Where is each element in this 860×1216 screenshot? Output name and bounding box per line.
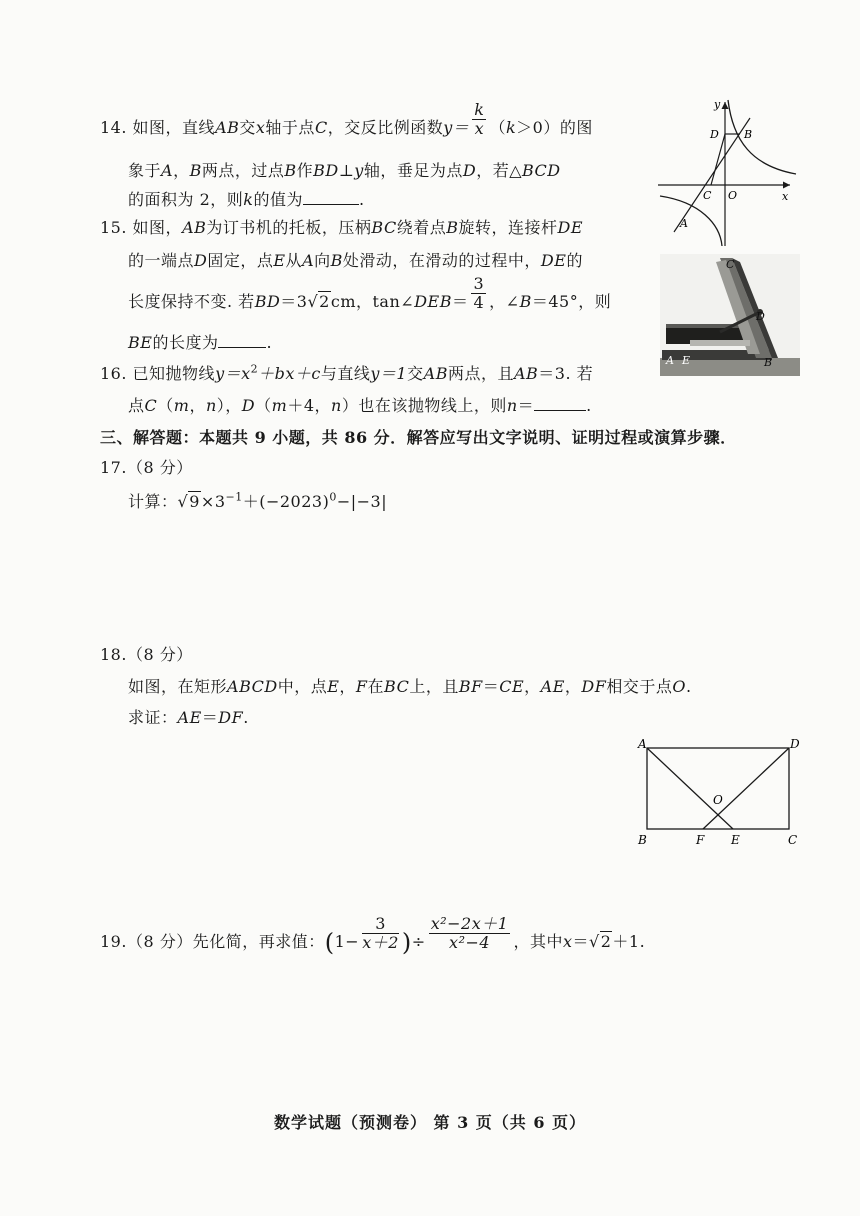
- q17-expression: [128, 492, 387, 512]
- label-a: A: [638, 737, 647, 751]
- q16-text: ）也在该抛物线上，则: [341, 396, 507, 415]
- q14-text: （: [489, 118, 506, 137]
- q15-text: 从: [285, 251, 303, 270]
- q19-text: ，其中: [513, 932, 563, 951]
- q15-text: ＝45°，则: [531, 292, 612, 311]
- label-d: D: [710, 128, 719, 141]
- q16-text: .: [586, 396, 592, 415]
- q14-text: ，若△: [476, 161, 522, 180]
- q14-line2: [128, 161, 561, 181]
- q16-sup: 2: [250, 362, 259, 376]
- q15-text: ＝3: [280, 292, 308, 311]
- answer-blank[interactable]: [303, 190, 359, 205]
- q18-var: AE: [540, 677, 565, 696]
- q14-var: k: [243, 190, 254, 209]
- q18-text: 中，点: [277, 677, 328, 696]
- q19-text: ÷: [411, 932, 426, 951]
- q15-line4: [128, 333, 272, 353]
- q14-var: AB: [215, 118, 240, 137]
- q14-var: k: [505, 118, 517, 137]
- section-3-heading: 三、解答题：本题共 9 小题，共 86 分．解答应写出文字说明、证明过程或演算步骤．: [100, 428, 737, 447]
- q18-var: E: [327, 677, 340, 696]
- q18-var: O: [672, 677, 686, 696]
- q15-text: ＝: [451, 292, 469, 311]
- q15-text: 固定，点: [207, 251, 274, 270]
- q14-var: B: [284, 161, 297, 180]
- q14-var: x: [255, 118, 266, 137]
- q18-var: BC: [384, 677, 410, 696]
- q15-line3: [128, 274, 612, 312]
- label-b: B: [764, 356, 773, 369]
- q14-text: 轴于点: [265, 118, 315, 137]
- q16-text: ，: [189, 396, 206, 415]
- q14-var: y: [354, 161, 364, 180]
- q16-var: AB: [513, 364, 539, 383]
- q15-text: 绕着点: [396, 218, 447, 237]
- q14-text: ⊥: [338, 161, 355, 180]
- q15-var: AB: [182, 218, 207, 237]
- q15-number: 15.: [100, 218, 127, 237]
- q14-frac-den: x: [474, 119, 485, 138]
- sqrt-symbol: √2: [307, 292, 330, 311]
- q19-line: [100, 914, 646, 957]
- q17-text: ×3: [200, 492, 226, 511]
- q18-var: DF: [581, 677, 607, 696]
- label-a: A: [680, 217, 688, 230]
- q15-var: E: [273, 251, 286, 270]
- sqrt-symbol: √2: [589, 932, 612, 951]
- q15-var: B: [446, 218, 459, 237]
- q17-text: −|−3|: [336, 492, 388, 511]
- q15-frac-den: 4: [473, 293, 485, 312]
- q17-text: ＋(−2023): [242, 492, 330, 511]
- q16-var: C: [144, 396, 158, 415]
- q18-var: F: [355, 677, 368, 696]
- q14-var: BCD: [522, 161, 561, 180]
- label-b: B: [638, 833, 647, 847]
- q15-var: D: [194, 251, 208, 270]
- q15-radicand: 2: [319, 292, 330, 311]
- q19-fraction-1: [362, 915, 399, 952]
- q16-var: m: [271, 396, 288, 415]
- q18-text: ，: [339, 677, 356, 696]
- q18-line2: [128, 708, 249, 728]
- q14-text: 轴，垂足为点: [363, 161, 463, 180]
- q16-number: 16.: [100, 364, 127, 383]
- q18-header: 18.（8 分）: [100, 645, 193, 664]
- q14-line1: [100, 100, 593, 138]
- label-d: D: [790, 737, 800, 751]
- label-o: O: [713, 793, 723, 807]
- q15-line1: [100, 218, 583, 238]
- segment-ae: [647, 748, 733, 829]
- q15-line2: [128, 251, 583, 271]
- q15-text: 处滑动，在滑动的过程中，: [342, 251, 541, 270]
- q15-text: 如图，: [132, 218, 183, 237]
- q19-text: ＋1.: [612, 932, 646, 951]
- q16-text: ＝3. 若: [538, 364, 594, 383]
- q18-text: ＝: [201, 708, 219, 727]
- q16-text: 两点，且: [447, 364, 514, 383]
- q18-text: 求证：: [128, 708, 178, 727]
- q16-line1: [100, 364, 593, 384]
- q18-var: CE: [499, 677, 525, 696]
- segment-df: [703, 748, 789, 829]
- q16-var: n: [331, 396, 342, 415]
- q17-sup: −1: [225, 490, 243, 504]
- q14-number: 14.: [100, 118, 127, 137]
- q16-text: （: [255, 396, 272, 415]
- q18-var: DF: [218, 708, 244, 727]
- q15-text: cm，tan∠: [330, 292, 415, 311]
- q16-text: ），: [216, 396, 242, 415]
- q14-text: 作: [296, 161, 314, 180]
- q18-text: 相交于点: [606, 677, 673, 696]
- label-o: O: [728, 189, 738, 202]
- q19-radicand: 2: [600, 932, 612, 951]
- q15-var: A: [302, 251, 315, 270]
- paren-close: ): [401, 928, 412, 957]
- label-c: C: [788, 833, 798, 847]
- q16-var: n: [506, 396, 518, 415]
- q16-line2: [128, 396, 592, 416]
- q18-text: .: [243, 708, 249, 727]
- q17-label: 计算：: [128, 492, 178, 511]
- q19-text: 1−: [334, 932, 360, 951]
- q14-text: 的值为: [253, 190, 303, 209]
- q19-var: x: [562, 932, 573, 951]
- q19-text: ＝: [572, 932, 589, 951]
- q15-text: 的: [566, 251, 583, 270]
- q15-text: ，∠: [489, 292, 520, 311]
- paren-open: (: [324, 928, 335, 957]
- q15-var: BE: [128, 333, 153, 352]
- q15-var: DE: [557, 218, 583, 237]
- q17-radicand: 9: [189, 492, 200, 511]
- label-x: x: [782, 190, 789, 203]
- q19-fraction-2: [429, 915, 511, 952]
- page-footer: 数学试题（预测卷） 第 3 页（共 6 页）: [273, 1113, 587, 1132]
- q18-text: 上，且: [409, 677, 459, 696]
- label-c: C: [726, 258, 735, 271]
- q15-text: 的一端点: [128, 251, 195, 270]
- q16-text: （: [157, 396, 174, 415]
- label-y: y: [714, 98, 721, 111]
- label-e: E: [731, 833, 740, 847]
- hyperbola-branch-lower: [660, 196, 722, 246]
- q15-frac-num: 3: [473, 274, 485, 293]
- q14-text: 如图，直线: [132, 118, 216, 137]
- q14-var: C: [314, 118, 328, 137]
- label-c: C: [703, 189, 712, 202]
- q16-var: y＝1: [370, 364, 408, 383]
- answer-blank[interactable]: [218, 333, 266, 348]
- q17-header: 17.（8 分）: [100, 458, 193, 477]
- q15-text: 长度保持不变. 若: [128, 292, 255, 311]
- q16-var: D: [241, 396, 256, 415]
- q15-var: B: [330, 251, 343, 270]
- q15-var: BC: [371, 218, 397, 237]
- q14-text: ＞0）的图: [516, 118, 593, 137]
- q14-text: 两点，过点: [201, 161, 285, 180]
- q15-text: 旋转，连接杆: [458, 218, 558, 237]
- q14-text: .: [359, 190, 365, 209]
- q18-text: ，: [564, 677, 582, 696]
- q18-var: AE: [177, 708, 202, 727]
- q17-sup: 0: [329, 490, 337, 504]
- q18-var: ABCD: [227, 677, 278, 696]
- label-f: F: [696, 833, 705, 847]
- q19-frac2-num: x²−2x＋1: [430, 914, 509, 933]
- label-e: E: [682, 354, 691, 367]
- q18-line1: [128, 677, 692, 697]
- q15-var: BD: [254, 292, 281, 311]
- q18-rectangle-figure: [630, 736, 810, 850]
- q18-text: 在: [367, 677, 385, 696]
- q14-frac-num: k: [474, 100, 485, 119]
- q16-var: ＋bx＋c: [258, 364, 321, 383]
- q16-text: ＝: [517, 396, 535, 415]
- stapler-photo: [660, 254, 800, 376]
- q15-text: 向: [314, 251, 331, 270]
- q14-text: ，: [173, 161, 190, 180]
- q15-text: .: [266, 333, 273, 352]
- label-a: A: [666, 354, 674, 367]
- q16-text: 已知抛物线: [132, 364, 216, 383]
- q16-text: 与直线: [320, 364, 371, 383]
- hyperbola-branch-upper: [728, 100, 796, 174]
- sqrt-symbol: √9: [177, 492, 200, 511]
- q16-text: ＋4，: [287, 396, 331, 415]
- q15-fraction: [471, 275, 486, 312]
- q14-text: 交: [239, 118, 256, 137]
- q14-var: BD: [313, 161, 339, 180]
- q18-text: ＝: [482, 677, 500, 696]
- q14-var: D: [462, 161, 477, 180]
- q16-text: 交: [407, 364, 424, 383]
- q19-text: （8 分）先化简，再求值：: [126, 932, 325, 951]
- q15-var: B: [519, 292, 532, 311]
- q18-text: ，: [524, 677, 541, 696]
- q16-var: y＝x: [215, 364, 251, 383]
- q14-var: y＝: [443, 118, 470, 137]
- q14-text: 象于: [128, 161, 162, 180]
- q14-fraction: [472, 101, 486, 138]
- label-b: B: [744, 128, 753, 141]
- q16-text: 点: [128, 396, 145, 415]
- q15-text: 的长度为: [152, 333, 219, 352]
- q15-var: DE: [540, 251, 567, 270]
- q19-frac2-den: x²−4: [449, 933, 491, 952]
- q14-figure: [654, 96, 804, 252]
- q16-var: m: [173, 396, 190, 415]
- q14-var: A: [161, 161, 174, 180]
- q16-var: n: [205, 396, 217, 415]
- q14-text: 的面积为 2，则: [128, 190, 244, 209]
- q18-text: 如图，在矩形: [128, 677, 228, 696]
- answer-blank[interactable]: [534, 396, 586, 411]
- q15-var: DEB: [414, 292, 452, 311]
- q18-text: .: [686, 677, 692, 696]
- q19-frac1-num: 3: [362, 915, 399, 934]
- q15-text: 为订书机的托板，压柄: [206, 218, 372, 237]
- q14-var: B: [189, 161, 202, 180]
- q16-var: AB: [423, 364, 448, 383]
- q19-number: 19.: [100, 932, 127, 951]
- q19-frac1-den: x＋2: [362, 933, 399, 952]
- label-d: D: [756, 310, 765, 323]
- rectangle-abcd: [647, 748, 789, 829]
- q14-text: ，交反比例函数: [327, 118, 444, 137]
- q14-line3: [128, 190, 365, 210]
- q18-var: BF: [458, 677, 483, 696]
